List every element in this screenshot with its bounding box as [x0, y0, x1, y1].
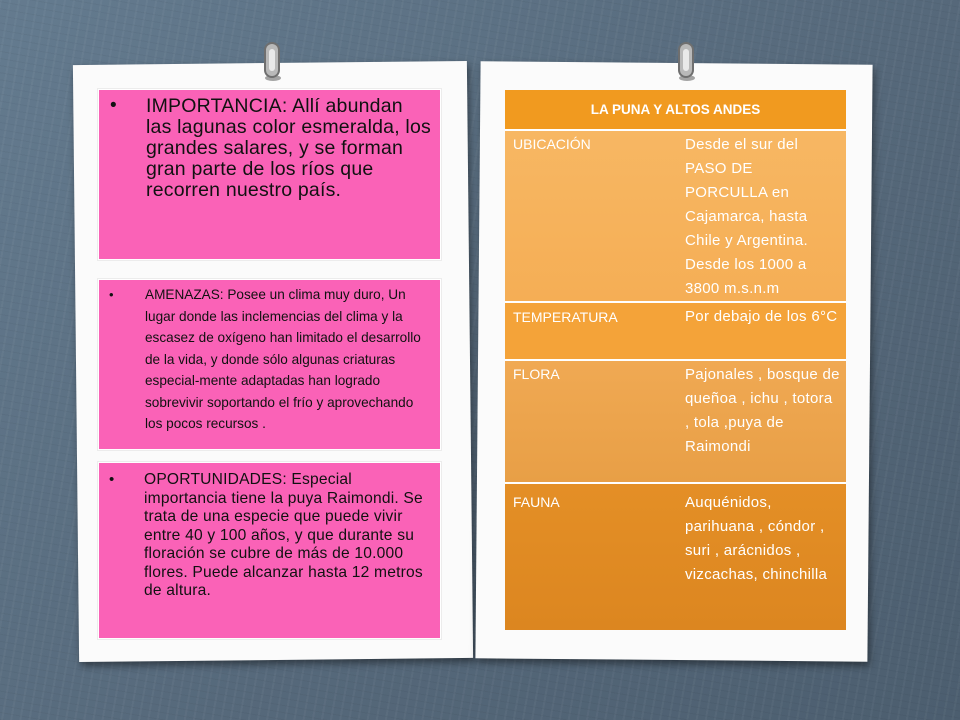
puna-info-table — [505, 90, 846, 630]
amenazas-label: AMENAZAS — [145, 287, 220, 302]
importancia-body: : Allí abundan las lagunas color esmeralda, los grandes salares, y se forman gran parte de los ríos que recorren nuestro país. — [146, 95, 431, 201]
importancia-box — [98, 89, 441, 260]
amenazas-body: : Posee un clima muy duro, Un lugar donde las inclemencias del clima y la escasez de oxígeno han limitado el desarrollo de la vida, y donde sólo algunas criaturas especial-mente adaptadas han logrado sobrevivir soportando el frío y aprovechando los pocos recursos . — [145, 287, 421, 431]
amenazas-bullet — [107, 284, 430, 435]
importancia-text — [146, 96, 432, 201]
row-label: TEMPERATURA — [505, 302, 676, 360]
oportunidades-box — [98, 462, 441, 639]
table-row-flora — [505, 360, 846, 483]
row-label: UBICACIÓN — [505, 130, 676, 302]
oportunidades-text — [144, 471, 432, 601]
table-title: LA PUNA Y ALTOS ANDES — [505, 90, 846, 130]
table-row-temperatura — [505, 302, 846, 360]
bullet-marker: • — [109, 287, 114, 302]
row-value: Pajonales , bosque de queñoa , ichu , totora , tola ,puya de Raimondi — [676, 360, 846, 483]
oportunidades-label: OPORTUNIDADES — [144, 471, 283, 488]
row-value: Por debajo de los 6°C — [676, 302, 846, 360]
pushpin-icon — [259, 40, 285, 82]
table-row-ubicacion — [505, 130, 846, 302]
row-value: Desde el sur del PASO DE PORCULLA en Cajamarca, hasta Chile y Argentina. Desde los 1000 a 3800 m.s.n.m — [676, 130, 846, 302]
table-row-fauna — [505, 483, 846, 630]
importancia-label: IMPORTANCIA — [146, 95, 282, 117]
amenazas-text — [145, 284, 430, 435]
bullet-marker: • — [109, 471, 115, 488]
amenazas-box — [98, 279, 441, 450]
row-label: FLORA — [505, 360, 676, 483]
row-value: Auquénidos, parihuana , cóndor , suri , arácnidos , vizcachas, chinchilla — [676, 483, 846, 630]
oportunidades-body: : Especial importancia tiene la puya Raimondi. Se trata de una especie que puede vivir entre 40 y 100 años, y que durante su floración se cubre de más de 10.000 flores. Puede alcanzar hasta 12 metros de altura. — [144, 471, 423, 599]
bullet-marker: • — [110, 95, 117, 116]
row-label: FAUNA — [505, 483, 676, 630]
importancia-bullet — [107, 96, 432, 201]
oportunidades-bullet — [107, 471, 432, 601]
pushpin-icon — [673, 40, 699, 82]
